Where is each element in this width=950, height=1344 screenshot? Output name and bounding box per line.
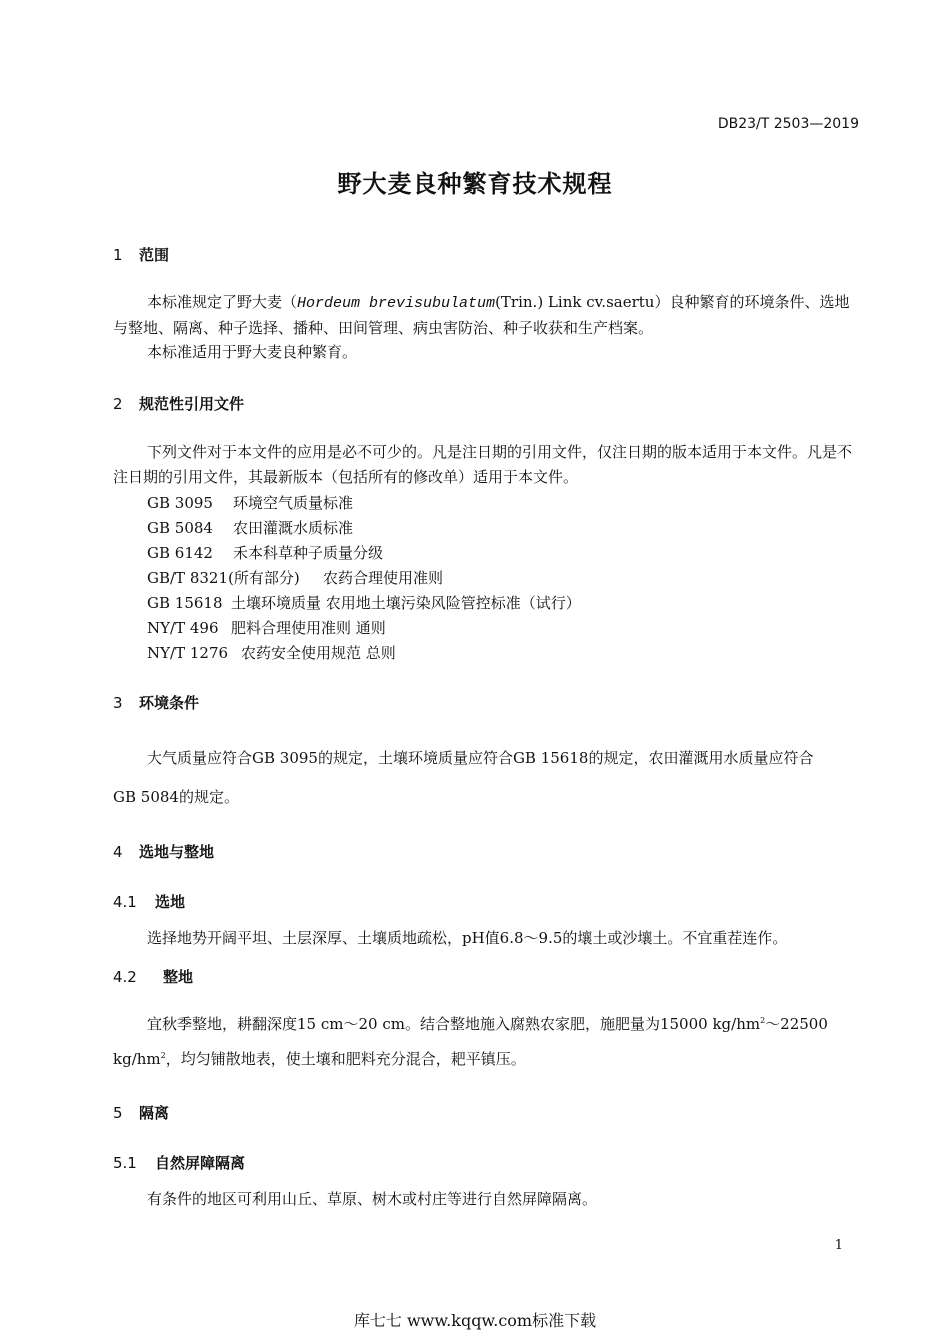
page-title: 野大麦良种繁育技术规程 [337, 170, 613, 198]
soil-prep-text-b: ～22500 [765, 1015, 828, 1033]
soil-prep-line1 [113, 1008, 859, 1037]
subsection-number: 4.2 [113, 968, 137, 986]
reference-title: 土壤环境质量 农用地土壤污染风险管控标准（试行） [231, 594, 581, 612]
reference-code: GB 6142 [147, 544, 213, 562]
section-title: 范围 [139, 246, 170, 264]
page-number: 1 [834, 1238, 843, 1253]
superscript: 2 [760, 1016, 766, 1025]
scope-applicability: 本标准适用于野大麦良种繁育。 [147, 343, 358, 361]
subsection-heading-5-1 [113, 1152, 245, 1173]
reference-code: GB 5084 [147, 519, 213, 537]
reference-item [147, 642, 396, 663]
environment-text-line2: GB 5084的规定。 [113, 788, 239, 806]
scope-text-a: 本标准规定了野大麦（ [147, 293, 298, 311]
section-heading-3 [113, 692, 199, 713]
reference-code: NY/T 496 [147, 619, 219, 637]
site-selection-text: 选择地势开阔平坦、土层深厚、土壤质地疏松，pH值6.8～9.5的壤土或沙壤土。不宜重茬连作。 [147, 929, 788, 947]
soil-prep-text-d: ，均匀铺散地表，使土壤和肥料充分混合，耙平镇压。 [165, 1050, 526, 1068]
reference-item [147, 617, 386, 638]
reference-title: 环境空气质量标准 [233, 494, 354, 512]
subsection-number: 5.1 [113, 1154, 137, 1172]
reference-item [147, 592, 581, 613]
reference-item [147, 567, 443, 588]
subsection-title: 整地 [163, 968, 194, 986]
reference-item [147, 542, 383, 563]
reference-title: 农药合理使用准则 [323, 569, 444, 587]
reference-title: 肥料合理使用准则 通则 [231, 619, 386, 637]
section-number: 4 [113, 843, 123, 861]
section-title: 隔离 [139, 1104, 170, 1122]
reference-title: 农田灌溉水质标准 [233, 519, 354, 537]
natural-isolation-text: 有条件的地区可利用山丘、草原、树木或村庄等进行自然屏障隔离。 [147, 1190, 598, 1208]
section-heading-5 [113, 1102, 169, 1123]
soil-prep-text-a: 宜秋季整地，耕翻深度15 cm～20 cm。结合整地施入腐熟农家肥，施肥量为15000 kg/hm [147, 1015, 761, 1033]
reference-code: GB/T 8321(所有部分) [147, 569, 300, 587]
section-heading-1 [113, 244, 169, 265]
reference-title: 禾本科草种子质量分级 [233, 544, 384, 562]
section-number: 3 [113, 694, 123, 712]
section-title: 选地与整地 [139, 843, 215, 861]
footer-watermark: 库七七 www.kqqw.com标准下载 [353, 1311, 597, 1330]
subsection-title: 选地 [155, 893, 186, 911]
reference-title: 农药安全使用规范 总则 [241, 644, 396, 662]
scope-text-b: (Trin.) Link cv.saertu）良种繁育的环境条件、选地与整地、隔离、种子选择、播种、田间管理、病虫害防治、种子收获和生产档案。 [113, 293, 850, 337]
superscript: 2 [160, 1051, 166, 1060]
scope-paragraph [113, 290, 859, 341]
section-number: 5 [113, 1104, 123, 1122]
section-heading-2 [113, 393, 244, 414]
subsection-title: 自然屏障隔离 [155, 1154, 246, 1172]
section-title: 环境条件 [139, 694, 200, 712]
section-heading-4 [113, 841, 214, 862]
section-number: 1 [113, 246, 123, 264]
section-number: 2 [113, 395, 123, 413]
environment-text-line1: 大气质量应符合GB 3095的规定，土壤环境质量应符合GB 15618的规定，农田灌溉用水质量应符合 [147, 749, 814, 767]
reference-code: GB 15618 [147, 594, 223, 612]
standard-code: DB23/T 2503—2019 [717, 116, 859, 132]
reference-code: NY/T 1276 [147, 644, 229, 662]
references-intro: 下列文件对于本文件的应用是必不可少的。凡是注日期的引用文件，仅注日期的版本适用于本文件。凡是不注日期的引用文件，其最新版本（包括所有的修改单）适用于本文件。 [113, 443, 853, 486]
subsection-heading-4-1 [113, 891, 185, 912]
soil-prep-line2 [113, 1043, 859, 1072]
soil-prep-text-c: kg/hm [113, 1050, 161, 1068]
reference-item [147, 517, 353, 538]
reference-item [147, 492, 353, 513]
scope-latin-name: Hordeum brevisubulatum [297, 295, 496, 312]
section-title: 规范性引用文件 [139, 395, 245, 413]
subsection-heading-4-2 [113, 966, 193, 987]
subsection-number: 4.1 [113, 893, 137, 911]
reference-code: GB 3095 [147, 494, 213, 512]
